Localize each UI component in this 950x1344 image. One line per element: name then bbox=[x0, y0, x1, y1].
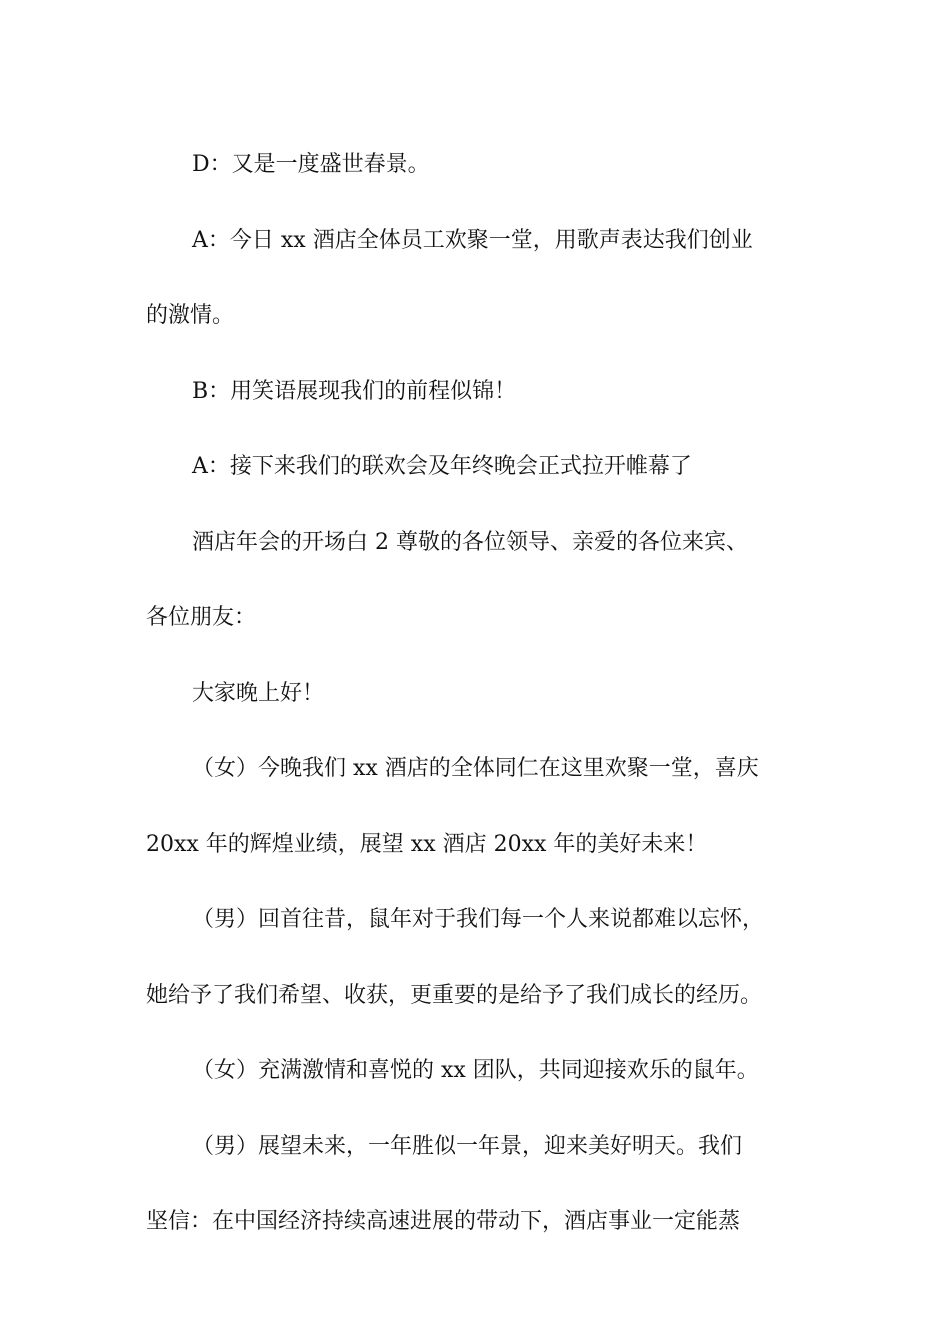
paragraph-line: B：用笑语展现我们的前程似锦！ bbox=[192, 378, 517, 404]
paragraph bbox=[146, 882, 818, 1033]
paragraph-line: 坚信：在中国经济持续高速进展的带动下，酒店事业一定能蒸 bbox=[146, 1209, 741, 1234]
paragraph-line: 的激情。 bbox=[146, 303, 235, 328]
paragraph bbox=[146, 203, 818, 354]
paragraph bbox=[146, 354, 818, 430]
paragraph-line: 她给予了我们希望、收获，更重要的是给予了我们成长的经历。 bbox=[146, 982, 763, 1008]
paragraph bbox=[146, 1033, 818, 1109]
paragraph-line: （女）今晚我们 xx 酒店的全体同仁在这里欢聚一堂，喜庆 bbox=[192, 756, 759, 781]
paragraph-line: 大家晚上好！ bbox=[192, 680, 325, 706]
paragraph bbox=[146, 505, 818, 656]
paragraph bbox=[146, 429, 818, 505]
document-body bbox=[146, 127, 818, 1260]
paragraph bbox=[146, 656, 818, 732]
paragraph-line: A：接下来我们的联欢会及年终晚会正式拉开帷幕了 bbox=[192, 454, 692, 479]
paragraph-line: （女）充满激情和喜悦的 xx 团队，共同迎接欢乐的鼠年。 bbox=[192, 1058, 759, 1083]
paragraph-line: D：又是一度盛世春景。 bbox=[192, 152, 430, 177]
paragraph-line: 各位朋友： bbox=[146, 605, 257, 630]
paragraph bbox=[146, 731, 818, 882]
paragraph-line: （男）展望未来，一年胜似一年景，迎来美好明天。我们 bbox=[192, 1133, 743, 1159]
paragraph bbox=[146, 127, 818, 203]
paragraph-line: 酒店年会的开场白 2 尊敬的各位领导、亲爱的各位来宾、 bbox=[192, 529, 748, 555]
paragraph bbox=[146, 1109, 818, 1260]
paragraph-line: A：今日 xx 酒店全体员工欢聚一堂，用歌声表达我们创业 bbox=[192, 227, 753, 253]
paragraph-line: （男）回首往昔，鼠年对于我们每一个人来说都难以忘怀， bbox=[192, 907, 765, 932]
paragraph-line: 20xx 年的辉煌业绩，展望 xx 酒店 20xx 年的美好未来！ bbox=[146, 831, 708, 857]
